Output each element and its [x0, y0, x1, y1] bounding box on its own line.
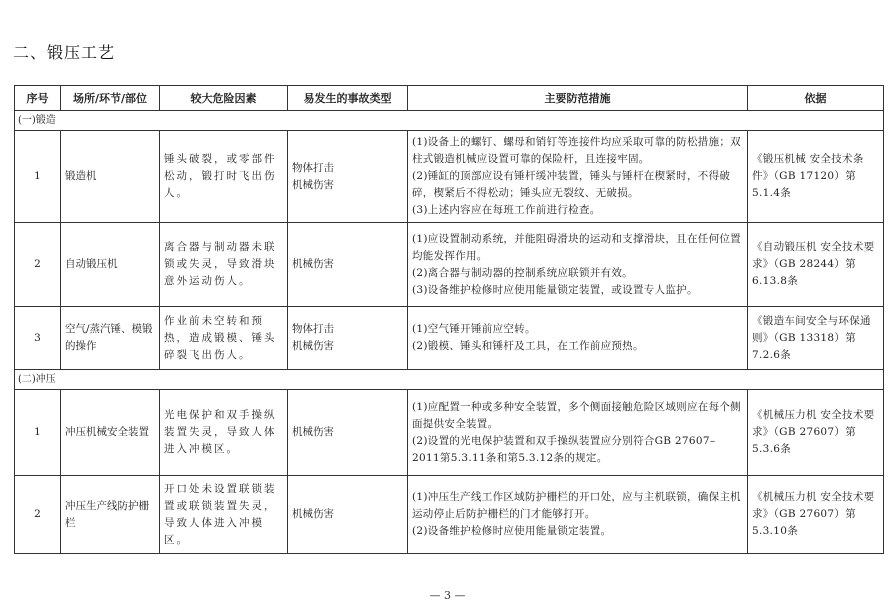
- section-row: [15, 370, 884, 390]
- row-number: 1: [15, 390, 61, 476]
- table-row: [15, 131, 884, 223]
- section-heading: 二、锻压工艺: [13, 43, 116, 62]
- row-number: 2: [15, 476, 61, 554]
- accident-type: 机械伤害: [292, 258, 334, 270]
- table-header-row: [15, 86, 884, 111]
- col-header-place: 场所/环节/部位: [61, 86, 160, 111]
- row-place: 冲压机械安全装置: [61, 390, 160, 476]
- row-accidents: [288, 390, 408, 476]
- row-place: 冲压生产线防护栅栏: [61, 476, 160, 554]
- row-basis: 《自动锻压机 安全技术要求》（GB 28244）第6.13.8条: [748, 223, 884, 307]
- row-number: 1: [15, 131, 61, 223]
- row-measures: [408, 307, 748, 370]
- measure-item: (3)设备维护检修时应使用能量锁定装置，或设置专人监护。: [412, 283, 698, 296]
- col-header-no: 序号: [15, 86, 61, 111]
- col-header-basis: 依据: [748, 86, 884, 111]
- col-header-hazard: 较大危险因素: [160, 86, 288, 111]
- row-measures: [408, 390, 748, 476]
- col-header-measures: 主要防范措施: [408, 86, 748, 111]
- row-measures: [408, 131, 748, 223]
- row-basis: 《锻压机械 安全技术条件》（GB 17120）第5.1.4条: [748, 131, 884, 223]
- row-place: 锻造机: [61, 131, 160, 223]
- row-accidents: [288, 476, 408, 554]
- table-row: [15, 390, 884, 476]
- table-row: [15, 476, 884, 554]
- hazard-table: [14, 85, 884, 554]
- accident-type: 物体打击: [292, 323, 334, 335]
- col-header-accident: 易发生的事故类型: [288, 86, 408, 111]
- measure-item: (1)空气锤开锤前应空转。: [412, 323, 536, 335]
- row-hazard: 光电保护和双手操纵装置失灵，导致人体进入冲模区。: [160, 390, 288, 476]
- row-hazard: 锤头破裂，或零部件松动，锻打时飞出伤人。: [160, 131, 288, 223]
- row-accidents: [288, 131, 408, 223]
- measure-item: (3)上述内容应在每班工作前进行检查。: [412, 204, 601, 216]
- table-row: [15, 223, 884, 307]
- accident-type: 机械伤害: [292, 426, 334, 438]
- measure-item: (1)应配置一种或多种安全装置，多个侧面接触危险区域则应在每个侧面提供安全装置。: [412, 400, 741, 430]
- measure-item: (2)锤缸的顶部应设有锤杆缓冲装置，锤头与锤杆在楔紧时，不得破碎，楔紧后不得松动；锤头应无裂纹、无破损。: [412, 170, 731, 199]
- row-basis: 《机械压力机 安全技术要求》（GB 27607）第5.3.10条: [748, 476, 884, 554]
- section-title: (一)锻造: [15, 111, 884, 131]
- measure-item: (1)冲压生产线工作区域防护栅栏的开口处，应与主机联锁，确保主机运动停止后防护栅栏的门才能够打开。: [412, 491, 741, 520]
- row-place: 空气/蒸汽锤、模锻的操作: [61, 307, 160, 370]
- row-hazard: 作业前未空转和预热，造成锻模、锤头碎裂飞出伤人。: [160, 307, 288, 370]
- measure-item: (1)设备上的螺钉、螺母和销钉等连接件均应采取可靠的防松措施；双柱式锻造机械应设置可靠的保险杆，且连接牢固。: [412, 136, 741, 165]
- accident-type: 机械伤害: [292, 340, 334, 352]
- measure-item: (1)应设置制动系统，并能阻碍滑块的运动和支撑滑块，且在任何位置均能发挥作用。: [412, 232, 741, 262]
- measure-item: (2)锻模、锤头和锤杆及工具，在工作前应预热。: [412, 340, 644, 352]
- row-accidents: [288, 307, 408, 370]
- accident-type: 机械伤害: [292, 508, 334, 520]
- section-row: [15, 111, 884, 131]
- row-hazard: 开口处未设置联锁装置或联锁装置失灵，导致人体进入冲模区。: [160, 476, 288, 554]
- page-number: — 3 —: [429, 589, 466, 602]
- accident-type: 物体打击: [292, 161, 334, 174]
- accident-type: 机械伤害: [292, 178, 334, 191]
- table-row: [15, 307, 884, 370]
- row-measures: [408, 223, 748, 307]
- measure-item: (2)离合器与制动器的控制系统应联锁并有效。: [412, 266, 633, 279]
- row-accidents: [288, 223, 408, 307]
- measure-item: (2)设备维护检修时应使用能量锁定装置。: [412, 525, 612, 537]
- row-basis: 《机械压力机 安全技术要求》（GB 27607）第5.3.6条: [748, 390, 884, 476]
- row-hazard: 离合器与制动器未联锁或失灵，导致滑块意外运动伤人。: [160, 223, 288, 307]
- row-number: 2: [15, 223, 61, 307]
- measure-item: (2)设置的光电保护装置和双手操纵装置应分别符合GB 27607–2011第5.3.11条和第5.3.12条的规定。: [412, 434, 716, 464]
- section-title: (二)冲压: [15, 370, 884, 390]
- row-place: 自动锻压机: [61, 223, 160, 307]
- row-number: 3: [15, 307, 61, 370]
- row-measures: [408, 476, 748, 554]
- row-basis: 《锻造车间安全与环保通则》（GB 13318）第7.2.6条: [748, 307, 884, 370]
